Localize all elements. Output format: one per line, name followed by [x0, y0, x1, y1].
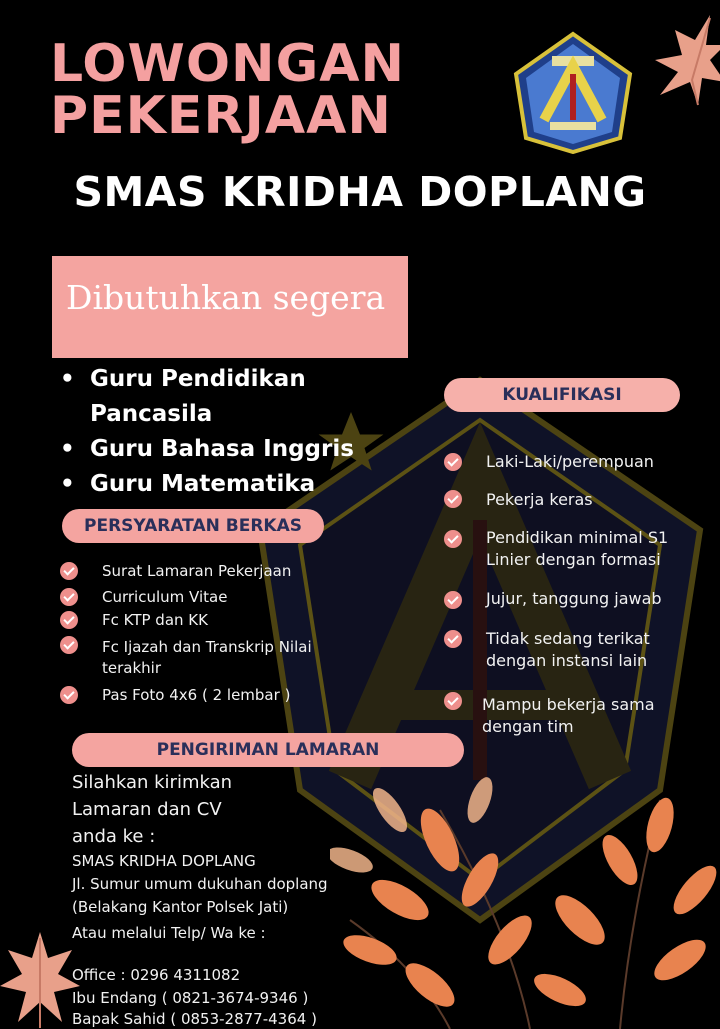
check-icon — [444, 630, 462, 648]
persyaratan-item: Fc Ijazah dan Transkrip Nilai terakhir — [102, 638, 312, 677]
kualifikasi-item: Laki-Laki/perempuan — [486, 452, 654, 471]
persyaratan-item: Curriculum Vitae — [102, 588, 228, 606]
check-icon — [60, 588, 78, 606]
persyaratan-item: Fc KTP dan KK — [102, 611, 208, 629]
check-icon — [60, 611, 78, 629]
position-item: • Guru Matematika — [58, 467, 368, 502]
page-title-line2: PEKERJAAN — [50, 86, 392, 146]
send-recipient: SMAS KRIDHA DOPLANG — [72, 852, 256, 870]
persyaratan-heading: PERSYARATAN BERKAS — [62, 509, 324, 543]
send-address-line1: Jl. Sumur umum dukuhan doplang — [72, 875, 328, 893]
check-icon — [444, 692, 462, 710]
check-icon — [60, 686, 78, 704]
persyaratan-item: Pas Foto 4x6 ( 2 lembar ) — [102, 686, 291, 704]
kualifikasi-item: Pendidikan minimal S1 Linier dengan formasi — [486, 528, 669, 569]
kualifikasi-item: Tidak sedang terikat dengan instansi lain — [486, 629, 650, 670]
check-icon — [60, 562, 78, 580]
send-intro-line2: Lamaran dan CV — [72, 799, 222, 820]
check-icon — [444, 490, 462, 508]
kualifikasi-item: Pekerja keras — [486, 490, 593, 509]
maple-leaf-icon — [640, 10, 720, 110]
kualifikasi-item: Mampu bekerja sama dengan tim — [482, 695, 655, 736]
contact-sahid: Bapak Sahid ( 0853-2877-4364 ) — [72, 1010, 317, 1028]
send-intro-line1: Silahkan kirimkan — [72, 772, 233, 793]
check-icon — [444, 530, 462, 548]
urgent-banner — [52, 256, 408, 358]
persyaratan-item: Surat Lamaran Pekerjaan — [102, 562, 292, 580]
decorative-leaves-icon — [330, 770, 720, 1029]
contact-endang: Ibu Endang ( 0821-3674-9346 ) — [72, 989, 309, 1007]
position-item: • Guru Bahasa Inggris — [58, 432, 368, 467]
maple-leaf-icon — [0, 930, 80, 1029]
page-title-line1: LOWONGAN — [50, 34, 406, 94]
check-icon — [444, 591, 462, 609]
urgent-banner-text: Dibutuhkan segera — [66, 278, 386, 317]
contact-office: Office : 0296 4311082 — [72, 966, 241, 984]
send-via: Atau melalui Telp/ Wa ke : — [72, 924, 266, 942]
position-list — [58, 362, 368, 502]
school-name: SMAS KRIDHA DOPLANG — [73, 168, 647, 216]
kualifikasi-item: Jujur, tanggung jawab — [486, 589, 662, 608]
check-icon — [444, 453, 462, 471]
pengiriman-heading: PENGIRIMAN LAMARAN — [72, 733, 464, 767]
school-logo — [512, 30, 634, 154]
check-icon — [60, 636, 78, 654]
send-intro-line3: anda ke : — [72, 826, 156, 847]
send-address-line2: (Belakang Kantor Polsek Jati) — [72, 898, 289, 916]
kualifikasi-heading: KUALIFIKASI — [444, 378, 680, 412]
position-item: • Guru Pendidikan Pancasila — [58, 362, 368, 432]
